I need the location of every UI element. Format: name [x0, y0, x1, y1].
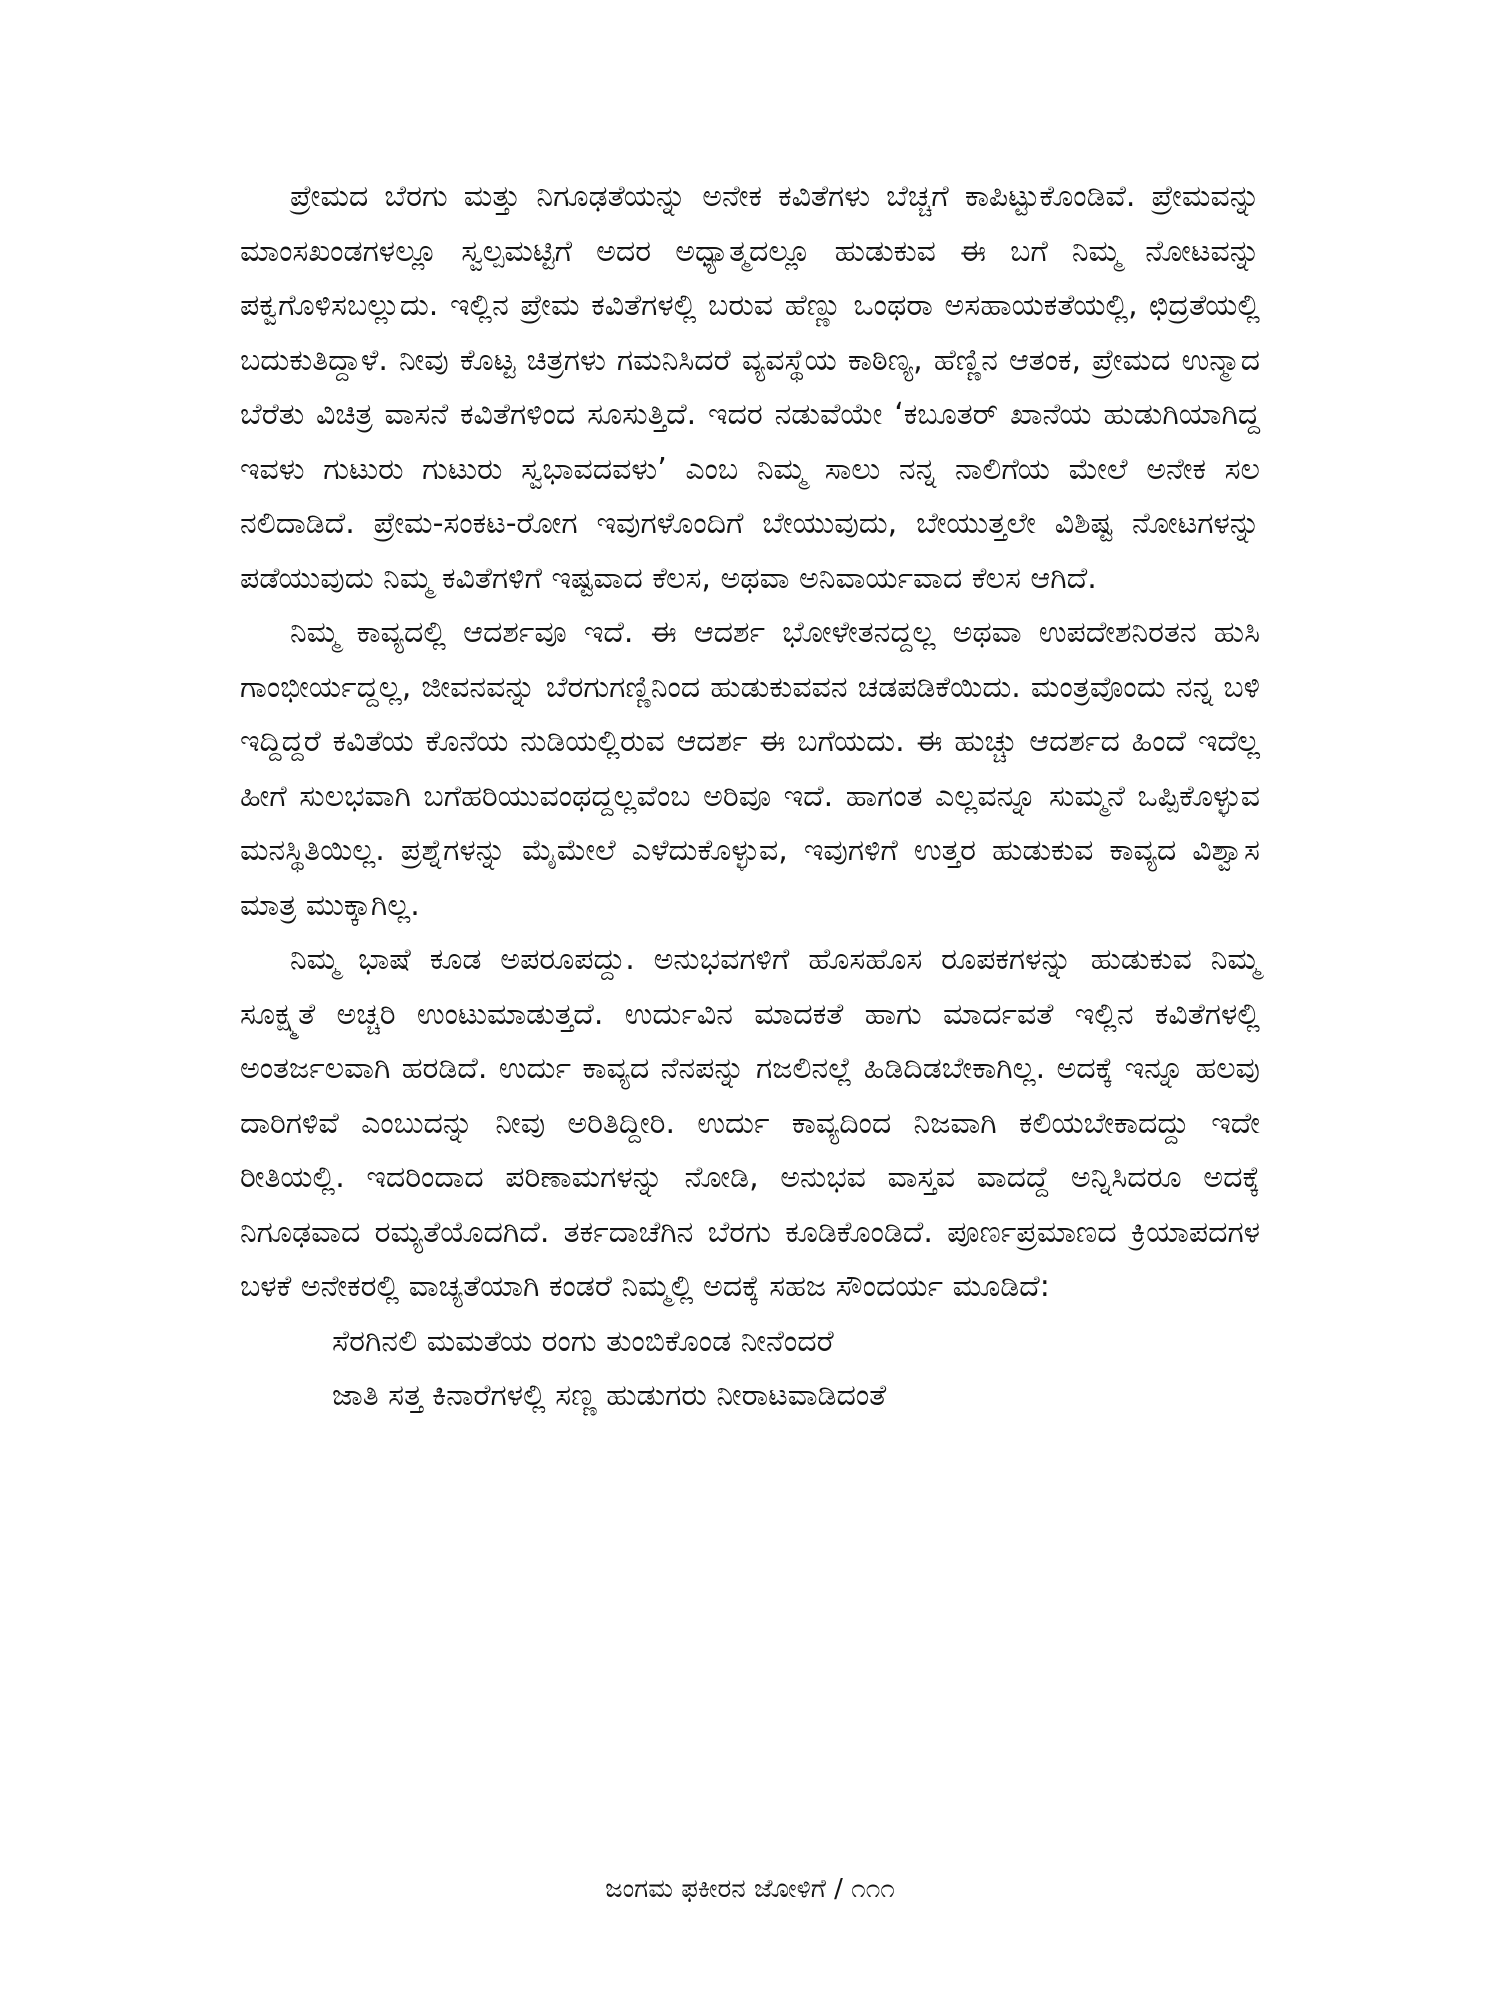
page-body — [240, 170, 1260, 1424]
paragraph-2: ನಿಮ್ಮ ಕಾವ್ಯದಲ್ಲಿ ಆದರ್ಶವೂ ಇದೆ. ಈ ಆದರ್ಶ ಭೋಳೇತನದ್ದಲ್ಲ ಅಥವಾ ಉಪದೇಶನಿರತನ ಹುಸಿ ಗಾಂಭೀರ್ಯದ್ದಲ್ಲ, ಜೀವನವನ್ನು ಬೆರಗುಗಣ್ಣಿನಿಂದ ಹುಡುಕುವವನ ಚಡಪಡಿಕೆಯಿದು. ಮಂತ್ರವೊಂದು ನನ್ನ ಬಳಿ ಇದ್ದಿದ್ದರೆ ಕವಿತೆಯ ಕೊನೆಯ ನುಡಿಯಲ್ಲಿರುವ ಆದರ್ಶ ಈ ಬಗೆಯದು. ಈ ಹುಚ್ಚು ಆದರ್ಶದ ಹಿಂದೆ ಇದೆಲ್ಲ ಹೀಗೆ ಸುಲಭವಾಗಿ ಬಗೆಹರಿಯುವಂಥದ್ದಲ್ಲವೆಂಬ ಅರಿವೂ ಇದೆ. ಹಾಗಂತ ಎಲ್ಲವನ್ನೂ ಸುಮ್ಮನೆ ಒಪ್ಪಿಕೊಳ್ಳುವ ಮನಸ್ಥಿತಿಯಿಲ್ಲ. ಪ್ರಶ್ನೆಗಳನ್ನು ಮೈಮೇಲೆ ಎಳೆದುಕೊಳ್ಳುವ, ಇವುಗಳಿಗೆ ಉತ್ತರ ಹುಡುಕುವ ಕಾವ್ಯದ ವಿಶ್ವಾಸ ಮಾತ್ರ ಮುಕ್ಕಾಗಿಲ್ಲ. — [240, 615, 1260, 923]
verse-quote — [332, 1315, 1260, 1424]
page-footer: ಜಂಗಮ ಫಕೀರನ ಜೋಳಿಗೆ / ೧೧೧ — [605, 1874, 895, 1904]
paragraph-1: ಪ್ರೇಮದ ಬೆರಗು ಮತ್ತು ನಿಗೂಢತೆಯನ್ನು ಅನೇಕ ಕವಿತೆಗಳು ಬೆಚ್ಚಗೆ ಕಾಪಿಟ್ಟುಕೊಂಡಿವೆ. ಪ್ರೇಮವನ್ನು ಮಾಂಸಖಂಡಗಳಲ್ಲೂ ಸ್ವಲ್ಪಮಟ್ಟಿಗೆ ಅದರ ಅಧ್ಯಾತ್ಮದಲ್ಲೂ ಹುಡುಕುವ ಈ ಬಗೆ ನಿಮ್ಮ ನೋಟವನ್ನು ಪಕ್ವಗೊಳಿಸಬಲ್ಲುದು. ಇಲ್ಲಿನ ಪ್ರೇಮ ಕವಿತೆಗಳಲ್ಲಿ ಬರುವ ಹೆಣ್ಣು ಒಂಥರಾ ಅಸಹಾಯಕತೆಯಲ್ಲಿ, ಛಿದ್ರತೆಯಲ್ಲಿ ಬದುಕುತಿದ್ದಾಳೆ. ನೀವು ಕೊಟ್ಟ ಚಿತ್ರಗಳು ಗಮನಿಸಿದರೆ ವ್ಯವಸ್ಥೆಯ ಕಾಠಿಣ್ಯ, ಹೆಣ್ಣಿನ ಆತಂಕ, ಪ್ರೇಮದ ಉನ್ಮಾದ ಬೆರೆತು ವಿಚಿತ್ರ ವಾಸನೆ ಕವಿತೆಗಳಿಂದ ಸೂಸುತ್ತಿದೆ. ಇದರ ನಡುವೆಯೇ ‘ಕಬೂತರ್ ಖಾನೆಯ ಹುಡುಗಿಯಾಗಿದ್ದ ಇವಳು ಗುಟುರು ಗುಟುರು ಸ್ವಭಾವದವಳು’ ಎಂಬ ನಿಮ್ಮ ಸಾಲು ನನ್ನ ನಾಲಿಗೆಯ ಮೇಲೆ ಅನೇಕ ಸಲ ನಲಿದಾಡಿದೆ. ಪ್ರೇಮ-ಸಂಕಟ-ರೋಗ ಇವುಗಳೊಂದಿಗೆ ಬೇಯುವುದು, ಬೇಯುತ್ತಲೇ ವಿಶಿಷ್ಟ ನೋಟಗಳನ್ನು ಪಡೆಯುವುದು ನಿಮ್ಮ ಕವಿತೆಗಳಿಗೆ ಇಷ್ಟವಾದ ಕೆಲಸ, ಅಥವಾ ಅನಿವಾರ್ಯವಾದ ಕೆಲಸ ಆಗಿದೆ. — [240, 179, 1260, 596]
verse-line-1: ಸೆರಗಿನಲಿ ಮಮತೆಯ ರಂಗು ತುಂಬಿಕೊಂಡ ನೀನೆಂದರೆ — [332, 1323, 834, 1359]
paragraph-3: ನಿಮ್ಮ ಭಾಷೆ ಕೂಡ ಅಪರೂಪದ್ದು. ಅನುಭವಗಳಿಗೆ ಹೊಸಹೊಸ ರೂಪಕಗಳನ್ನು ಹುಡುಕುವ ನಿಮ್ಮ ಸೂಕ್ಷ್ಮತೆ ಅಚ್ಚರಿ ಉಂಟುಮಾಡುತ್ತದೆ. ಉರ್ದುವಿನ ಮಾದಕತೆ ಹಾಗು ಮಾರ್ದವತೆ ಇಲ್ಲಿನ ಕವಿತೆಗಳಲ್ಲಿ ಅಂತರ್ಜಲವಾಗಿ ಹರಡಿದೆ. ಉರ್ದು ಕಾವ್ಯದ ನೆನಪನ್ನು ಗಜಲಿನಲ್ಲೆ ಹಿಡಿದಿಡಬೇಕಾಗಿಲ್ಲ. ಅದಕ್ಕೆ ಇನ್ನೂ ಹಲವು ದಾರಿಗಳಿವೆ ಎಂಬುದನ್ನು ನೀವು ಅರಿತಿದ್ದೀರಿ. ಉರ್ದು ಕಾವ್ಯದಿಂದ ನಿಜವಾಗಿ ಕಲಿಯಬೇಕಾದದ್ದು ಇದೇ ರೀತಿಯಲ್ಲಿ. ಇದರಿಂದಾದ ಪರಿಣಾಮಗಳನ್ನು ನೋಡಿ, ಅನುಭವ ವಾಸ್ತವ ವಾದದ್ದೆ ಅನ್ನಿಸಿದರೂ ಅದಕ್ಕೆ ನಿಗೂಢವಾದ ರಮ್ಯತೆಯೊದಗಿದೆ. ತರ್ಕದಾಚೆಗಿನ ಬೆರಗು ಕೂಡಿಕೊಂಡಿದೆ. ಪೂರ್ಣಪ್ರಮಾಣದ ಕ್ರಿಯಾಪದಗಳ ಬಳಕೆ ಅನೇಕರಲ್ಲಿ ವಾಚ್ಯತೆಯಾಗಿ ಕಂಡರೆ ನಿಮ್ಮಲ್ಲಿ ಅದಕ್ಕೆ ಸಹಜ ಸೌಂದರ್ಯ ಮೂಡಿದೆ: — [240, 942, 1260, 1304]
verse-line-2: ಜಾತಿ ಸತ್ತ ಕಿನಾರೆಗಳಲ್ಲಿ ಸಣ್ಣ ಹುಡುಗರು ನೀರಾಟವಾಡಿದಂತೆ — [332, 1378, 887, 1413]
